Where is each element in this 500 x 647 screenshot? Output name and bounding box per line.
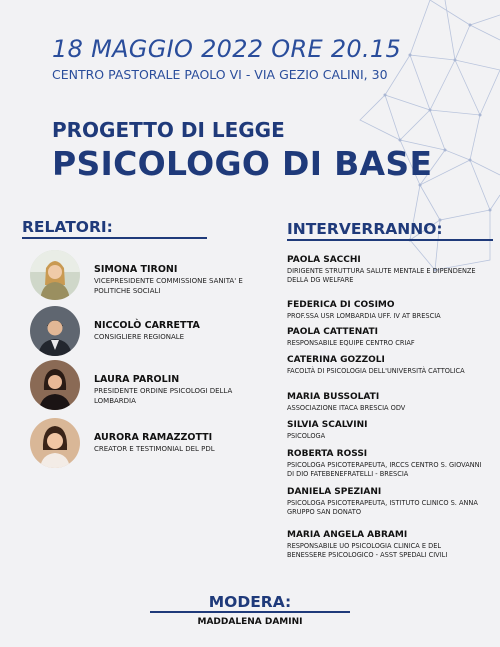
moderator-name: MADDALENA DAMINI (197, 617, 303, 627)
participant-name: FEDERICA DI COSIMO (287, 300, 395, 310)
speaker-name: LAURA PAROLIN (94, 374, 180, 385)
participant-name: MARIA BUSSOLATI (287, 392, 380, 402)
participant-role: DIRIGENTE STRUTTURA SALUTE MENTALE E DIPENDENZE DELLA DG WELFARE (287, 267, 476, 284)
participant-name: DANIELA SPEZIANI (287, 487, 382, 497)
speaker-role: CONSIGLIERE REGIONALE (94, 333, 185, 341)
event-datetime: 18 MAGGIO 2022 ORE 20.15 (52, 35, 402, 63)
event-venue: CENTRO PASTORALE PAOLO VI - VIA GEZIO CALINI, 30 (52, 67, 388, 82)
speaker-photo-avatar (30, 250, 80, 300)
speaker-role: PRESIDENTE ORDINE PSICOLOGI DELLA LOMBARDIA (94, 387, 233, 405)
participant-name: ROBERTA ROSSI (287, 449, 368, 459)
participant-role: PSICOLOGA PSICOTERAPEUTA, ISTITUTO CLINICO S. ANNA GRUPPO SAN DONATO (287, 499, 478, 516)
participant-item (287, 420, 487, 441)
participant-name: SILVIA SCALVINI (287, 420, 368, 430)
participant-role: RESPONSABILE EQUIPE CENTRO CRIAF (287, 339, 415, 347)
modera-rule (150, 611, 350, 613)
participant-item (287, 327, 487, 348)
page-title: PSICOLOGO DI BASE (52, 144, 433, 183)
participant-item (287, 487, 487, 517)
relatori-heading: RELATORI: (22, 218, 113, 236)
participant-role: FACOLTÀ DI PSICOLOGIA DELL'UNIVERSITÀ CATTOLICA (287, 367, 465, 375)
participant-name: PAOLA SACCHI (287, 255, 361, 265)
speaker-role: VICEPRESIDENTE COMMISSIONE SANITA' E POLITICHE SOCIALI (94, 277, 243, 295)
speaker-name: AURORA RAMAZZOTTI (94, 432, 213, 443)
participant-role: RESPONSABILE UO PSICOLOGIA CLINICA E DEL BENESSERE PSICOLOGICO - ASST SPEDALI CIVILI (287, 542, 448, 559)
speaker-name: SIMONA TIRONI (94, 264, 178, 275)
speaker-role: CREATOR E TESTIMONIAL DEL PDL (94, 445, 215, 453)
participant-item (287, 300, 487, 321)
participant-item (287, 255, 487, 285)
interverranno-heading: INTERVERRANNO: (287, 220, 443, 238)
participant-item (287, 530, 487, 560)
participant-role: ASSOCIAZIONE ITACA BRESCIA ODV (287, 404, 406, 412)
speaker-card (30, 360, 260, 412)
speaker-photo-avatar (30, 306, 80, 356)
participant-name: CATERINA GOZZOLI (287, 355, 385, 365)
relatori-rule (22, 237, 207, 239)
modera-heading: MODERA: (208, 593, 292, 611)
speaker-photo-avatar (30, 360, 80, 410)
speaker-photo-avatar (30, 418, 80, 468)
title-kicker: PROGETTO DI LEGGE (52, 118, 285, 142)
speaker-card (30, 306, 260, 358)
participant-role: PSICOLOGA (287, 432, 326, 440)
participant-role: PSICOLOGA PSICOTERAPEUTA, IRCCS CENTRO S. GIOVANNI DI DIO FATEBENEFRATELLI - BRESCIA (287, 461, 482, 478)
participant-name: MARIA ANGELA ABRAMI (287, 530, 408, 540)
participant-item (287, 449, 487, 479)
speaker-card (30, 418, 260, 470)
interverranno-rule (287, 239, 493, 241)
speaker-name: NICCOLÒ CARRETTA (94, 320, 200, 331)
participant-item (287, 392, 487, 413)
speaker-card (30, 250, 260, 302)
participant-role: PROF.SSA USR LOMBARDIA UFF. IV AT BRESCIA (287, 312, 441, 320)
participant-item (287, 355, 487, 376)
participant-name: PAOLA CATTENATI (287, 327, 379, 337)
